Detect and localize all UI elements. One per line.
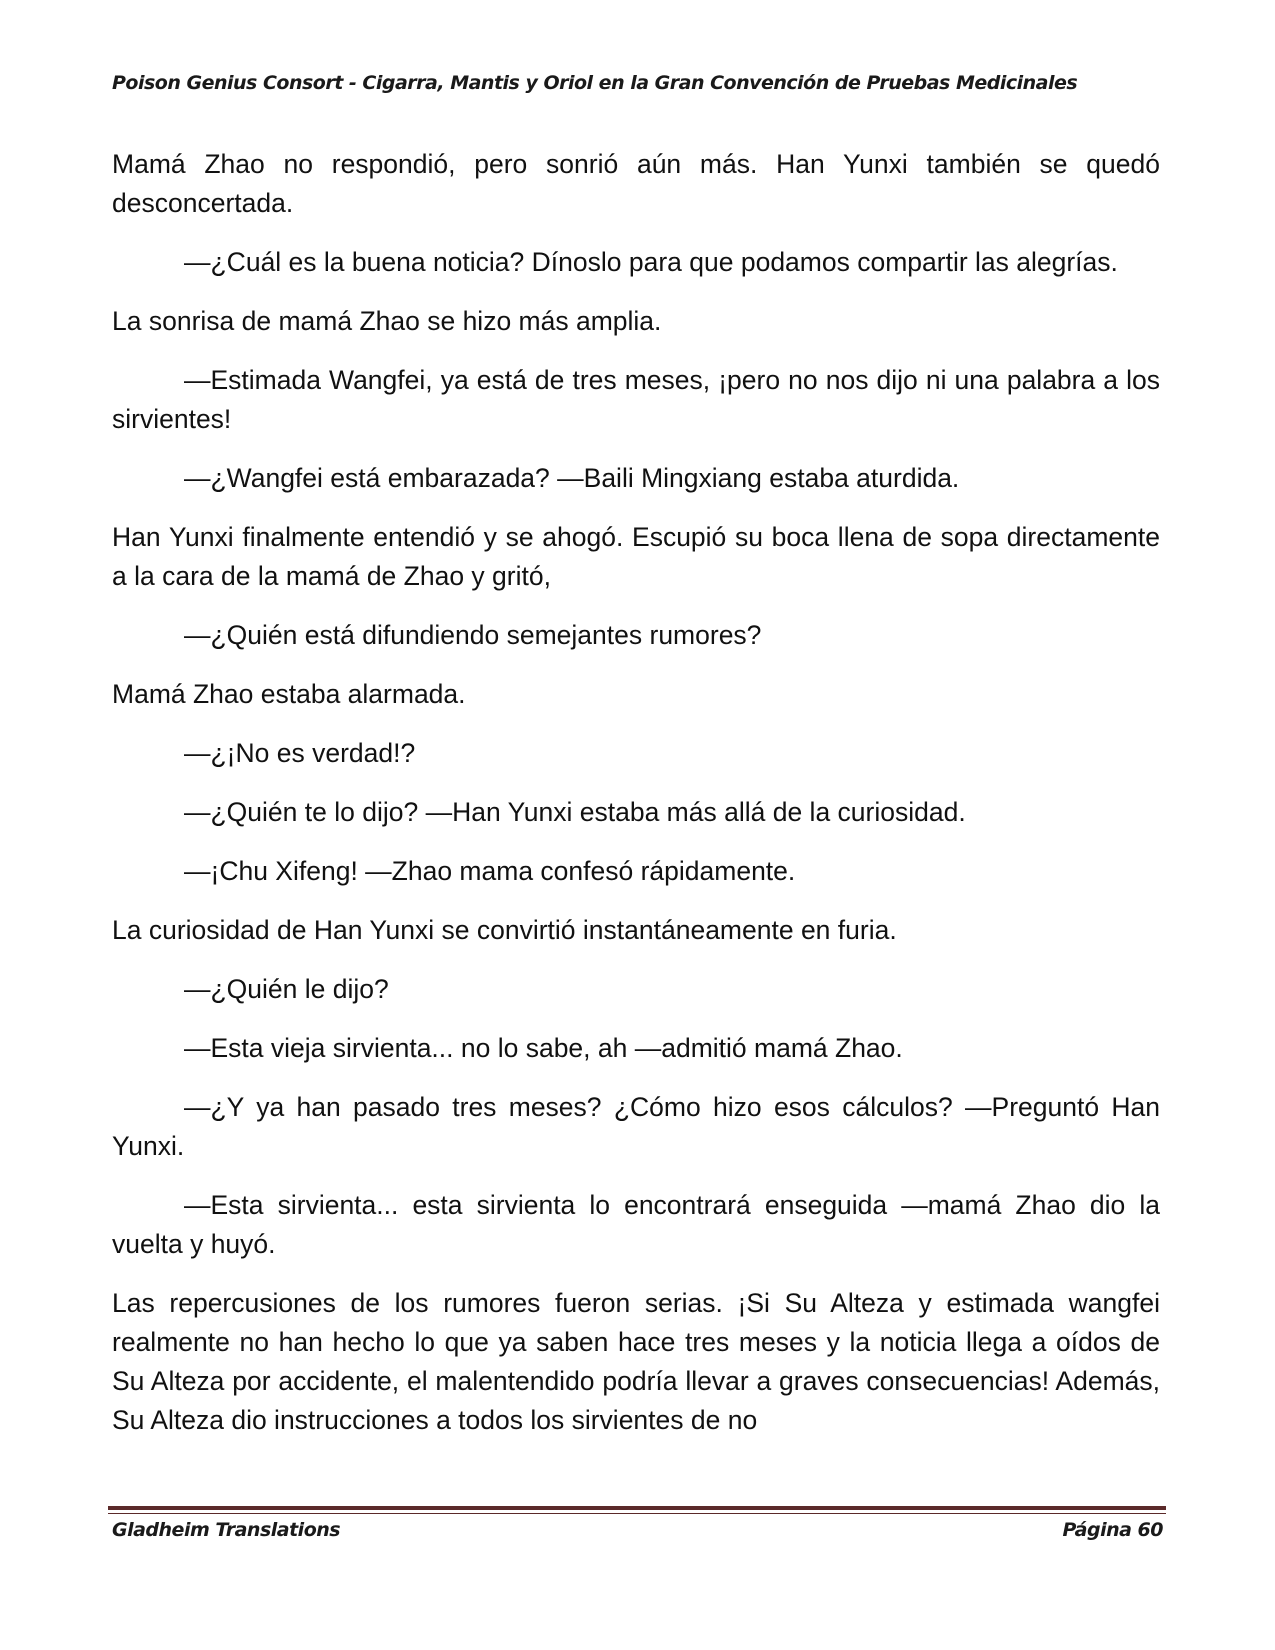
body-text xyxy=(112,145,1160,1440)
footer-page-number: Página 60 xyxy=(1062,1519,1163,1541)
paragraph: Han Yunxi finalmente entendió y se ahogó. Escupió su boca llena de sopa directamente a la cara de la mamá de Zhao y gritó, xyxy=(112,522,1160,591)
footer-divider-thick xyxy=(108,1506,1166,1510)
paragraph: —¿Quién te lo dijo? —Han Yunxi estaba más allá de la curiosidad. xyxy=(184,797,966,827)
paragraph: La curiosidad de Han Yunxi se convirtió instantáneamente en furia. xyxy=(112,915,897,945)
footer-translator-name: Gladheim Translations xyxy=(112,1519,341,1541)
page-header-title: Poison Genius Consort - Cigarra, Mantis y Oriol en la Gran Convención de Pruebas Medicinales xyxy=(112,72,1078,94)
paragraph: La sonrisa de mamá Zhao se hizo más amplia. xyxy=(112,306,662,336)
paragraph: Las repercusiones de los rumores fueron serias. ¡Si Su Alteza y estimada wangfei realmente no han hecho lo que ya saben hace tres meses y la noticia llega a oídos de Su Alteza por accidente, el malentendido podría llevar a graves consecuencias! Además, Su Alteza dio instrucciones a todos los sirvientes de no xyxy=(112,1288,1160,1435)
paragraph: —¿¡No es verdad!? xyxy=(184,738,416,768)
paragraph: —¿Y ya han pasado tres meses? ¿Cómo hizo esos cálculos? —Preguntó Han Yunxi. xyxy=(112,1092,1160,1161)
paragraph: —¿Wangfei está embarazada? —Baili Mingxiang estaba aturdida. xyxy=(184,463,960,493)
paragraph: —Esta sirvienta... esta sirvienta lo encontrará enseguida —mamá Zhao dio la vuelta y huyó. xyxy=(112,1190,1160,1259)
paragraph: —¿Cuál es la buena noticia? Dínoslo para que podamos compartir las alegrías. xyxy=(184,247,1118,277)
paragraph: Mamá Zhao estaba alarmada. xyxy=(112,679,466,709)
paragraph: Mamá Zhao no respondió, pero sonrió aún más. Han Yunxi también se quedó desconcertada. xyxy=(112,149,1160,218)
paragraph: —¿Quién está difundiendo semejantes rumores? xyxy=(184,620,762,650)
footer-divider-thin xyxy=(108,1513,1166,1514)
paragraph: —Esta vieja sirvienta... no lo sabe, ah —admitió mamá Zhao. xyxy=(184,1033,903,1063)
paragraph: —Estimada Wangfei, ya está de tres meses, ¡pero no nos dijo ni una palabra a los sirvientes! xyxy=(112,365,1160,434)
paragraph: —¿Quién le dijo? xyxy=(184,974,389,1004)
paragraph: —¡Chu Xifeng! —Zhao mama confesó rápidamente. xyxy=(184,856,796,886)
